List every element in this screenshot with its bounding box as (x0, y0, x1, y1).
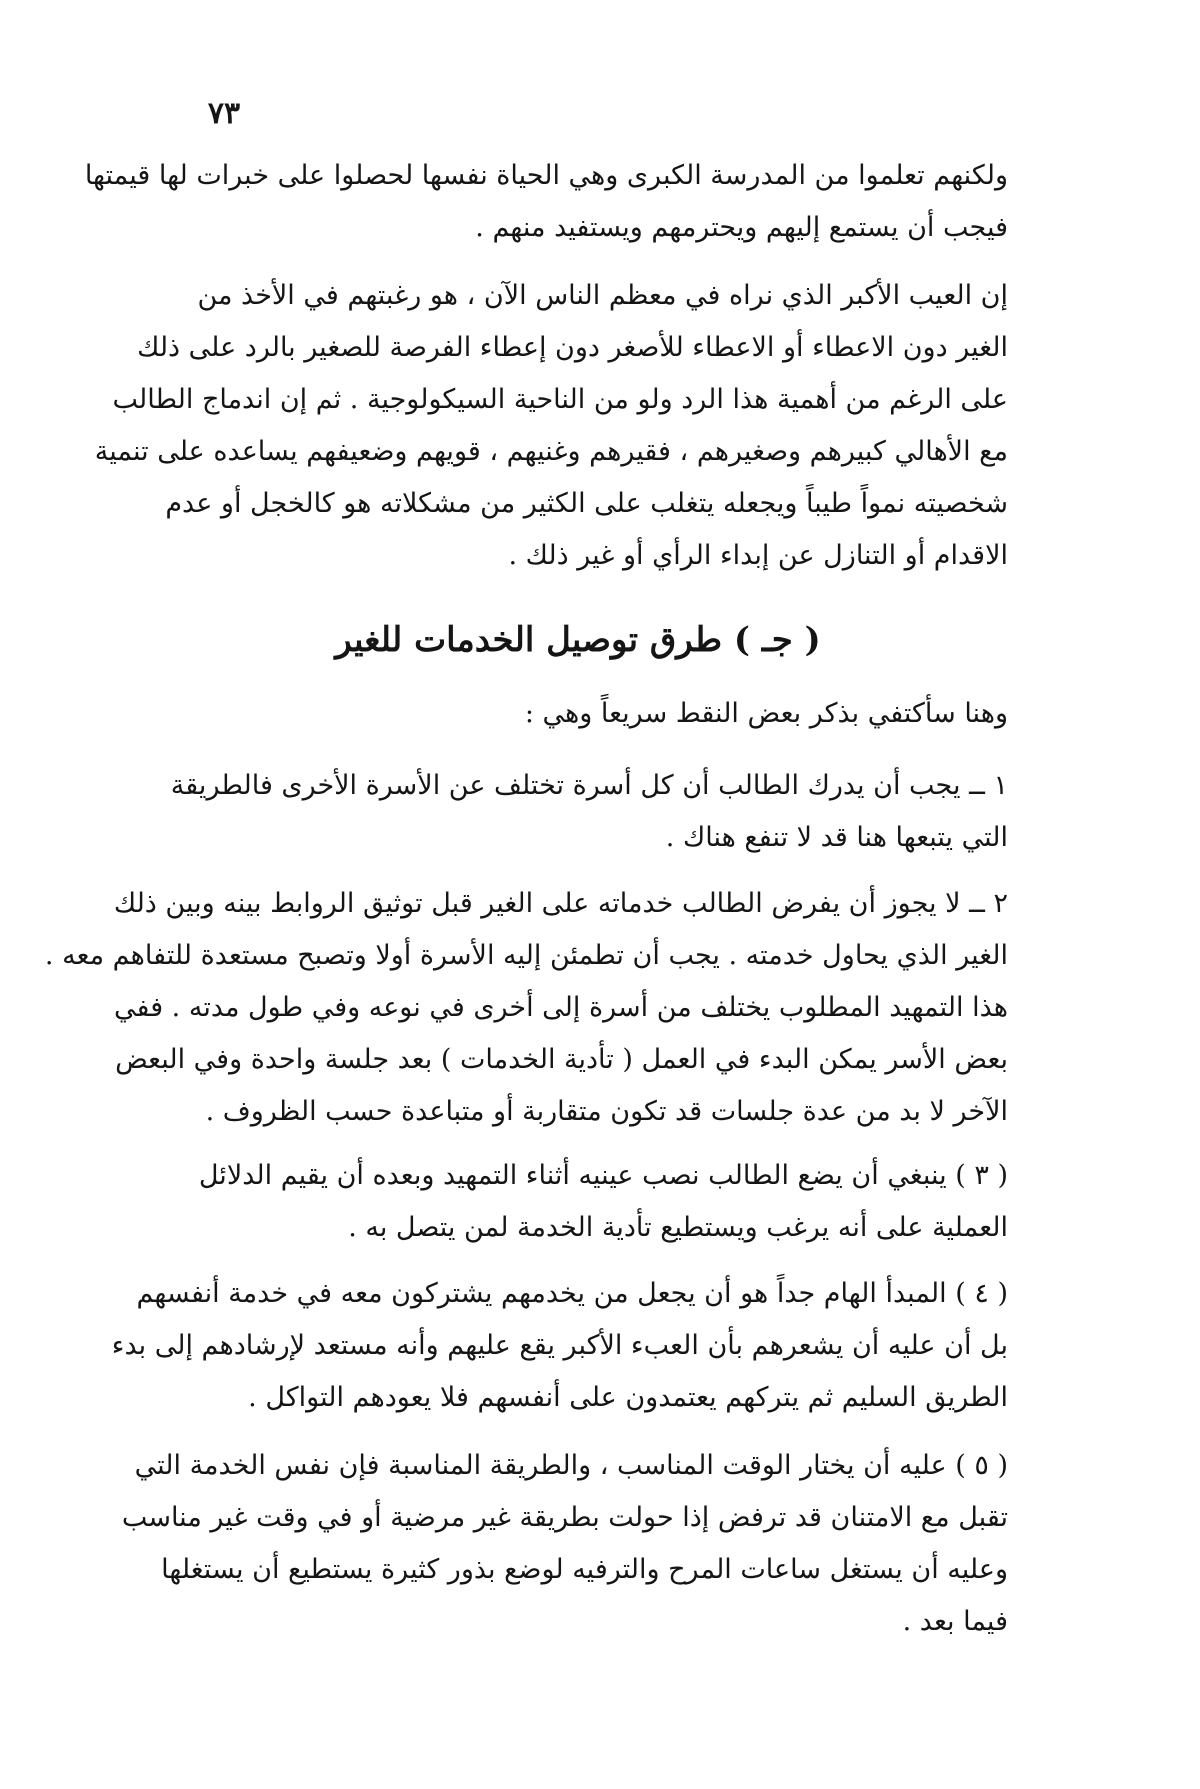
text-line: فيما بعد . (902, 1606, 1008, 1637)
main-paragraph (94, 270, 1008, 582)
points-intro (148, 688, 1008, 740)
point-1 (148, 760, 1008, 864)
text-line: الغير دون الاعطاء أو الاعطاء للأصغر دون إعطاء الفرصة للصغير بالرد على ذلك (137, 332, 1008, 363)
text-line: الغير الذي يحاول خدمته . يجب أن تطمئن إليه الأسرة أولا وتصبح مستعدة للتفاهم معه . (44, 940, 1008, 971)
point-5 (121, 1440, 1008, 1648)
text-line: فيجب أن يستمع إليهم ويحترمهم ويستفيد منهم . (475, 212, 1008, 243)
text-line: الآخر لا بد من عدة جلسات قد تكون متقاربة أو متباعدة حسب الظروف . (205, 1096, 1008, 1127)
text-line: إن العيب الأكبر الذي نراه في معظم الناس الآن ، هو رغبتهم في الأخذ من (197, 280, 1008, 311)
text-line: مع الأهالي كبيرهم وصغيرهم ، فقيرهم وغنيهم ، قويهم وضعيفهم يساعده على تنمية (94, 436, 1008, 467)
text-line: تقبل مع الامتنان قد ترفض إذا حولت بطريقة غير مرضية أو في وقت غير مناسب (121, 1502, 1008, 1533)
point-2 (44, 878, 1008, 1138)
text-line: ( ٥ ) عليه أن يختار الوقت المناسب ، والطريقة المناسبة فإن نفس الخدمة التي (134, 1450, 1008, 1481)
section-heading: ( جـ ) طرق توصيل الخدمات للغير (335, 620, 821, 660)
text-line: التي يتبعها هنا قد لا تنفع هناك . (665, 822, 1008, 853)
point-3 (148, 1150, 1008, 1254)
text-line: ولكنهم تعلموا من المدرسة الكبرى وهي الحياة نفسها لحصلوا على خبرات لها قيمتها (84, 160, 1008, 191)
text-line: الاقدام أو التنازل عن إبداء الرأي أو غير ذلك . (508, 540, 1008, 571)
point-4 (111, 1268, 1008, 1424)
intro-paragraph (84, 150, 1008, 254)
text-line: ٢ ــ لا يجوز أن يفرض الطالب خدماته على الغير قبل توثيق الروابط بينه وبين ذلك (113, 888, 1008, 919)
text-line: بل أن عليه أن يشعرهم بأن العبء الأكبر يقع عليهم وأنه مستعد لإرشادهم إلى بدء (111, 1330, 1008, 1361)
text-line: ( ٣ ) ينبغي أن يضع الطالب نصب عينيه أثناء التمهيد وبعده أن يقيم الدلائل (198, 1160, 1008, 1191)
text-line: على الرغم من أهمية هذا الرد ولو من الناحية السيكولوجية . ثم إن اندماج الطالب (112, 384, 1008, 415)
text-line: شخصيته نمواً طيباً ويجعله يتغلب على الكثير من مشكلاته هو كالخجل أو عدم (165, 488, 1008, 519)
text-line: ١ ــ يجب أن يدرك الطالب أن كل أسرة تختلف عن الأسرة الأخرى فالطريقة (170, 770, 1008, 801)
text-line: ( ٤ ) المبدأ الهام جداً هو أن يجعل من يخدمهم يشتركون معه في خدمة أنفسهم (136, 1278, 1008, 1309)
page-number: ٧٣ (207, 96, 241, 131)
text-line: بعض الأسر يمكن البدء في العمل ( تأدية الخدمات ) بعد جلسة واحدة وفي البعض (115, 1044, 1008, 1075)
text-line: وهنا سأكتفي بذكر بعض النقط سريعاً وهي : (524, 698, 1008, 729)
text-line: الطريق السليم ثم يتركهم يعتمدون على أنفسهم فلا يعودهم التواكل . (248, 1382, 1008, 1413)
text-line: العملية على أنه يرغب ويستطيع تأدية الخدمة لمن يتصل به . (348, 1212, 1008, 1243)
text-line: هذا التمهيد المطلوب يختلف من أسرة إلى أخرى في نوعه وفي طول مدته . ففي (114, 992, 1008, 1023)
text-line: وعليه أن يستغل ساعات المرح والترفيه لوضع بذور كثيرة يستطيع أن يستغلها (161, 1554, 1008, 1585)
